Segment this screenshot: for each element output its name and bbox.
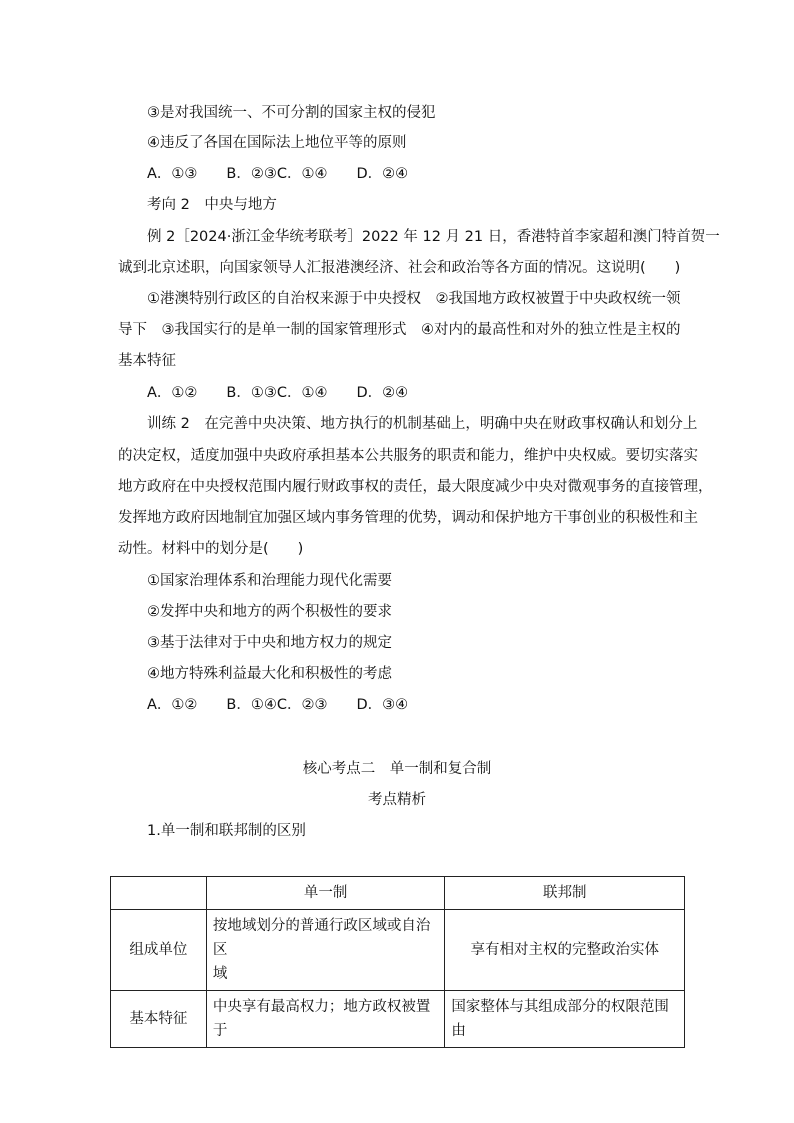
training2-line-4: 发挥地方政府因地制宜加强区域内事务管理的优势，调动和保护地方干事创业的积极性和主 — [118, 510, 698, 526]
core-subtitle: 考点精析 — [368, 792, 426, 808]
q1-option-4: ④违反了各国在国际法上地位平等的原则 — [147, 135, 407, 151]
training2-answer-choices: A．①② B．①④C．②③ D．③④ — [147, 697, 409, 713]
example2-line-2: 诚到北京述职，向国家领导人汇报港澳经济、社会和政治等各方面的情况。这说明( ) — [118, 260, 681, 276]
training2-line-1: 训练 2 在完善中央决策、地方执行的机制基础上，明确中央在财政事权确认和划分上 — [147, 416, 698, 432]
row-label-composition: 组成单位 — [111, 910, 207, 991]
comparison-heading: 1.单一制和联邦制的区别 — [147, 823, 306, 839]
table-row — [111, 910, 685, 991]
training2-line-2: 的决定权，适度加强中央政府承担基本公共服务的职责和能力，维护中央权威。要切实落实 — [118, 448, 698, 464]
table-header-row — [111, 877, 685, 910]
training2-option-1: ①国家治理体系和治理能力现代化需要 — [147, 573, 392, 589]
table-header-empty — [111, 877, 207, 910]
row-label-features: 基本特征 — [111, 991, 207, 1048]
cell-text-line: 按地域划分的普通行政区域或自治区 — [212, 918, 431, 958]
cell-text-line: 域 — [212, 966, 228, 982]
training2-line-3: 地方政府在中央授权范围内履行财政事权的责任，最大限度减少中央对微观事务的直接管理， — [118, 479, 713, 495]
section-heading: 考向 2 中央与地方 — [147, 197, 277, 213]
cell-federal-composition: 享有相对主权的完整政治实体 — [445, 910, 685, 991]
example2-options-line-1: ①港澳特别行政区的自治权来源于中央授权 ②我国地方政权被置于中央政权统一领 — [147, 291, 681, 307]
core-title: 核心考点二 单一制和复合制 — [302, 761, 492, 777]
cell-federal-features: 国家整体与其组成部分的权限范围由 — [445, 991, 685, 1048]
training2-option-3: ③基于法律对于中央和地方权力的规定 — [147, 635, 392, 651]
q1-answer-choices: A．①③ B．②③C．①④ D．②④ — [147, 166, 409, 182]
table-header-unitary: 单一制 — [206, 877, 445, 910]
training2-option-2: ②发挥中央和地方的两个积极性的要求 — [147, 604, 392, 620]
comparison-table — [110, 876, 685, 1048]
table-row — [111, 991, 685, 1048]
table-header-federal: 联邦制 — [445, 877, 685, 910]
cell-unitary-features: 中央享有最高权力；地方政权被置于 — [206, 991, 445, 1048]
cell-unitary-composition — [206, 910, 445, 991]
example2-options-line-3: 基本特征 — [118, 353, 176, 369]
example2-options-line-2: 导下 ③我国实行的是单一制的国家管理形式 ④对内的最高性和对外的独立性是主权的 — [118, 322, 681, 338]
training2-option-4: ④地方特殊利益最大化和积极性的考虑 — [147, 666, 392, 682]
example2-answer-choices: A．①② B．①③C．①④ D．②④ — [147, 385, 409, 401]
q1-option-3: ③是对我国统一、不可分割的国家主权的侵犯 — [147, 105, 436, 121]
training2-line-5: 动性。材料中的划分是( ) — [118, 541, 304, 557]
example2-line-1: 例 2［2024·浙江金华统考联考］2022 年 12 月 21 日，香港特首李家超和澳门特首贺一 — [147, 229, 720, 245]
